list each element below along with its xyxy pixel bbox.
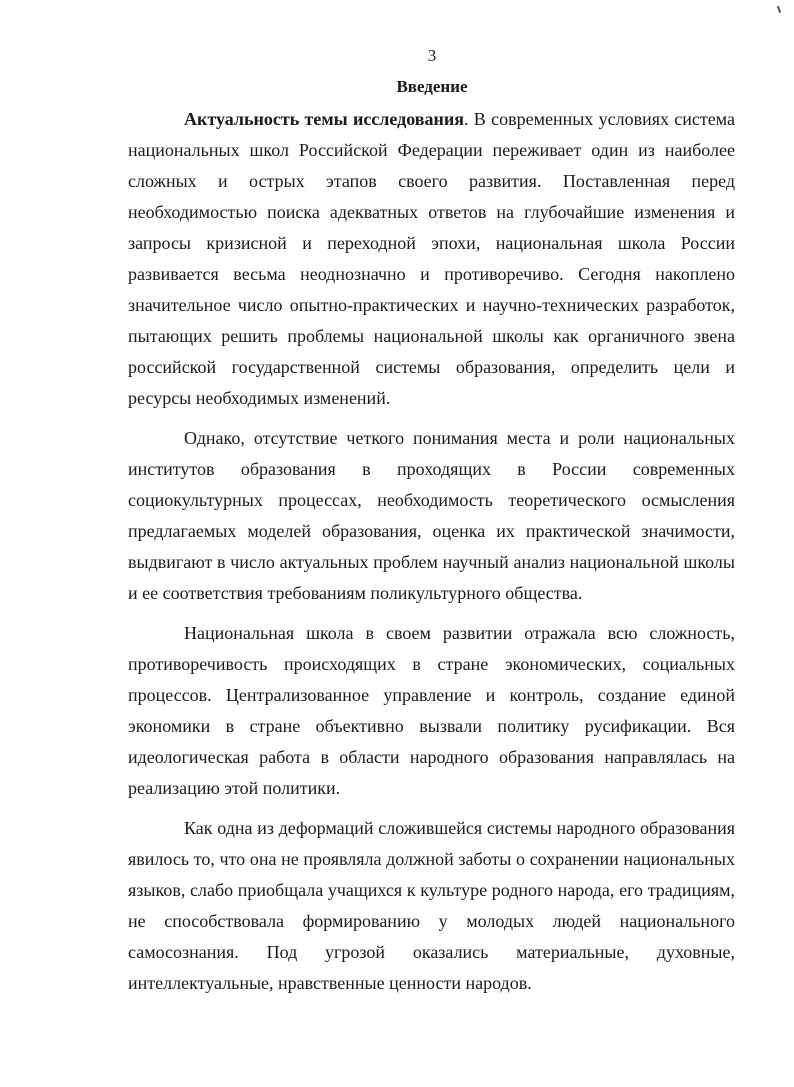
paragraph-text: Как одна из деформаций сложившейся системы народного образования явилось то, что она не проявляла должной заботы о сохранении национальных языков, слабо приобщала учащихся к культуре родного народа, его традициям, не способствовала формированию у молодых людей национального самосознания. Под угрозой оказались материальные, духовные, интеллектуальные, нравственные ценности народов.	[128, 818, 735, 993]
section-title: Введение	[396, 77, 468, 96]
paragraph-text: Национальная школа в своем развитии отражала всю сложность, противоречивость происходящих в стране экономических, социальных процессов. Централизованное управление и контроль, создание единой экономики в стране объективно вызвали политику русификации. Вся идеологическая работа в области народного образования направлялась на реализацию этой политики.	[128, 623, 735, 798]
paragraph-development	[128, 618, 735, 804]
page-number: 3	[427, 46, 437, 65]
paragraph-institutions	[128, 423, 735, 609]
paragraph-deformation	[128, 813, 735, 999]
paragraph-text: Однако, отсутствие четкого понимания места и роли национальных институтов образования в проходящих в России современных социокультурных процессах, необходимость теоретического осмысления предлагаемых моделей образования, оценка их практической значимости, выдвигают в число актуальных проблем научный анализ национальной школы и ее соответствия требованиям поликультурного общества.	[128, 428, 735, 603]
paragraph-lead-heading: Актуальность темы исследования	[184, 109, 465, 129]
document-body	[128, 104, 735, 999]
paragraph-text: . В современных условиях система национальных школ Российской Федерации переживает один из наиболее сложных и острых этапов своего развития. Поставленная перед необходимостью поиска адекватных ответов на глубочайшие изменения и запросы кризисной и переходной эпохи, национальная школа России развивается весьма неоднозначно и противоречиво. Сегодня накоплено значительное число опытно-практических и научно-технических разработок, пытающих решить проблемы национальной школы как органичного звена российской государственной системы образования, определить цели и ресурсы необходимых изменений.	[128, 109, 735, 408]
scan-artifact-mark	[777, 6, 781, 13]
paragraph-relevance	[128, 104, 735, 414]
